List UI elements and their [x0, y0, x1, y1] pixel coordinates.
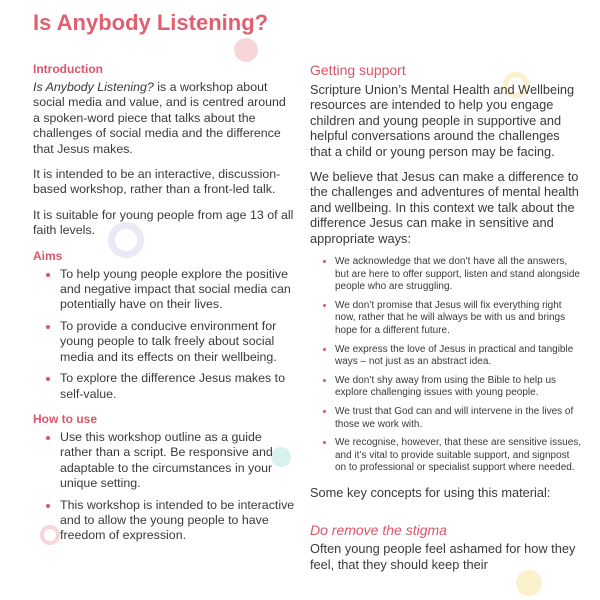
left-column — [33, 62, 295, 554]
remove-stigma-subheading: Do remove the stigma — [310, 522, 447, 539]
page-title: Is Anybody Listening? — [33, 10, 269, 35]
list-item: • To explore the difference Jesus makes to self-value. — [60, 371, 295, 402]
right-column — [310, 62, 582, 582]
list-item: • We acknowledge that we don’t have all the answers, but are here to offer support, listen and stand alongside people who are struggling. — [335, 256, 582, 294]
support-paragraph-1: Scripture Union’s Mental Health and Wellbeing resources are intended to help you engage children and young people in supportive and helpful conversations around the challenges that a child or young person may be facing. — [310, 82, 575, 159]
workshop-title-italic: Is Anybody Listening? — [33, 80, 154, 94]
decorative-circle-pink — [234, 38, 258, 62]
list-item: • To provide a conducive environment for young people to talk freely about social media and its effects on their wellbeing. — [60, 319, 295, 365]
introduction-paragraph-1-text: is a workshop about social media and value, and is centred around a spoken-word piece that talks about the challenges of social media and the difference that Jesus makes. — [33, 80, 286, 156]
approach-list — [310, 256, 582, 475]
list-item: • We express the love of Jesus in practical and tangible ways – not just as an abstract idea. — [335, 344, 582, 369]
list-item: • We don’t shy away from using the Bible to help us explore challenging issues with young people. — [335, 375, 582, 400]
list-item: • We trust that God can and will intervene in the lives of those we work with. — [335, 406, 582, 431]
aims-list — [33, 267, 295, 402]
getting-support-heading: Getting support — [310, 62, 406, 78]
list-item: • We don’t promise that Jesus will fix everything right now, rather that he will always be with us and brings hope for a different future. — [335, 300, 582, 338]
aims-heading: Aims — [33, 248, 63, 263]
how-to-use-heading: How to use — [33, 411, 98, 426]
list-item: • To help young people explore the positive and negative impact that social media can potentially have on their lives. — [60, 267, 295, 313]
stigma-paragraph: Often young people feel ashamed for how they feel, that they should keep their — [310, 541, 576, 572]
support-paragraph-2: We believe that Jesus can make a difference to the challenges and adventures of mental health and wellbeing. In this context we talk about the difference Jesus can make in sensitive and appropriate ways: — [310, 169, 579, 246]
key-concepts-paragraph: Some key concepts for using this material: — [310, 484, 551, 500]
list-item: • We recognise, however, that these are sensitive issues, and it’s vital to provide suitable support, and signpost on to professional or specialist support where needed. — [335, 437, 582, 475]
list-item: • Use this workshop outline as a guide rather than a script. Be responsive and adaptable to the circumstances in your unique setting. — [60, 430, 295, 492]
introduction-paragraph-2: It is intended to be an interactive, discussion-based workshop, rather than a front-led talk. — [33, 167, 281, 197]
how-to-use-list — [33, 430, 295, 544]
introduction-paragraph-3: It is suitable for young people from age 13 of all faith levels. — [33, 207, 294, 238]
introduction-paragraph-1 — [33, 80, 295, 157]
list-item: • This workshop is intended to be interactive and to allow the young people to have freedom of expression. — [60, 498, 295, 544]
introduction-heading: Introduction — [33, 62, 103, 76]
